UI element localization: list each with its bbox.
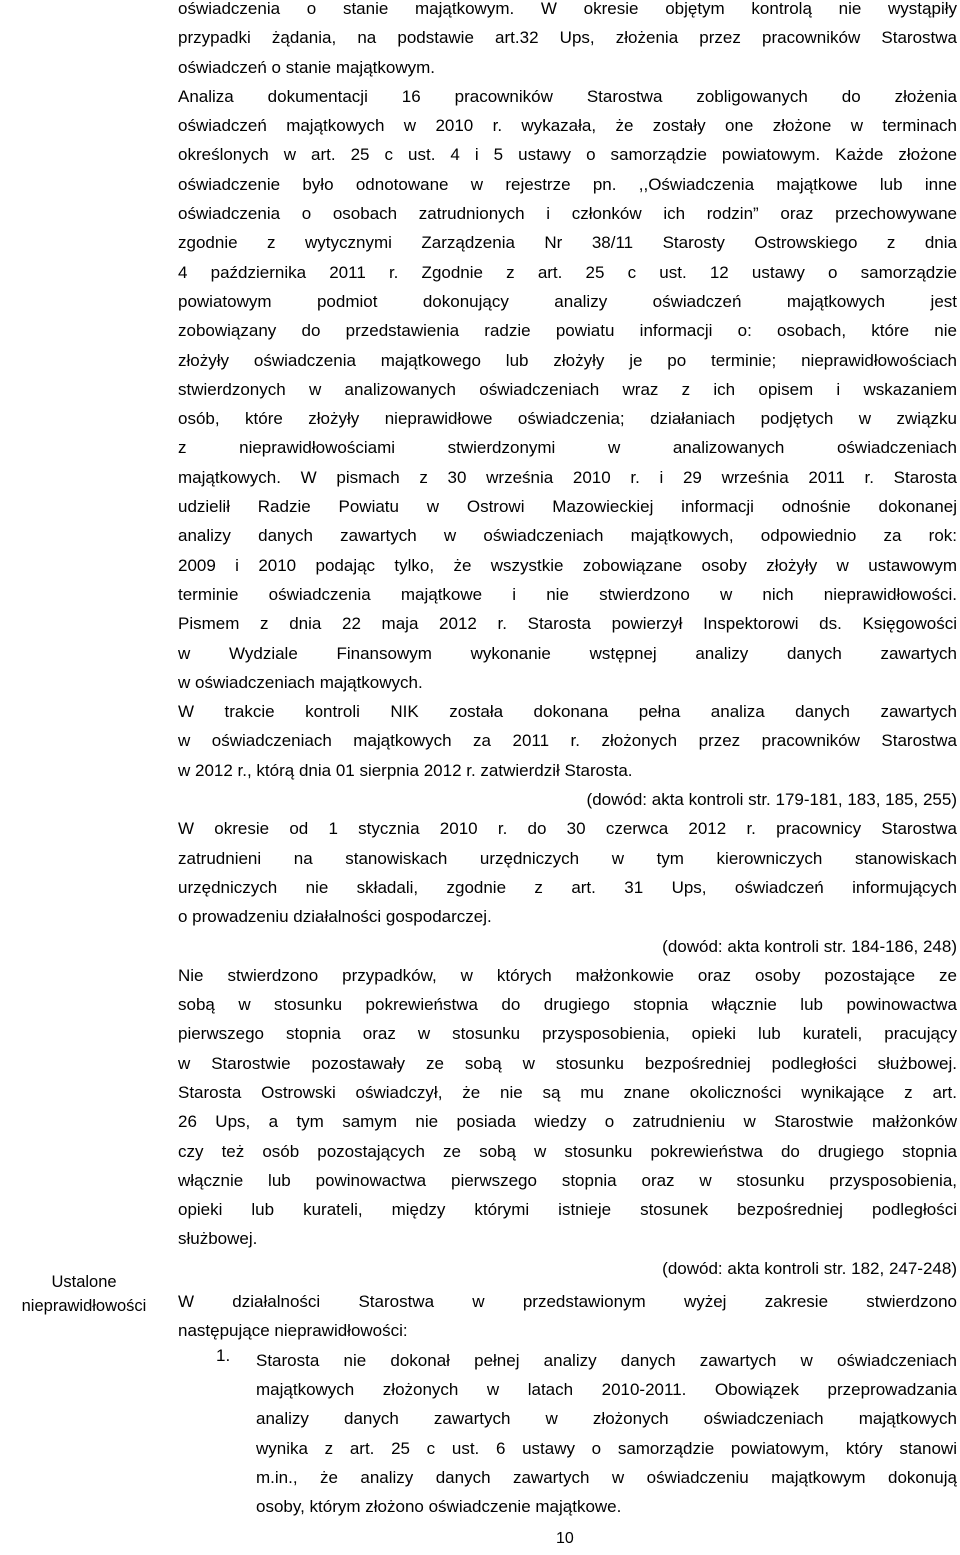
list-number: 1.: [216, 1345, 231, 1365]
text-line: w 2012 r., którą dnia 01 sierpnia 2012 r. zatwierdził Starosta.: [178, 760, 633, 780]
text-line: zatrudnieni na stanowiskach urzędniczych w tym kierowniczych stanowiskach: [178, 848, 957, 868]
text-line: Starosta Ostrowski oświadczył, że nie są mu znane okoliczności wynikające z art.: [178, 1082, 957, 1102]
text-line: 26 Ups, a tym samym nie posiada wiedzy o zatrudnieniu w Starostwie małżonków: [178, 1112, 957, 1132]
evidence-reference: (dowód: akta kontroli str. 184-186, 248): [662, 936, 957, 956]
text-line: w oświadczeniach majątkowych za 2011 r. złożonych przez pracowników Starostwa: [178, 731, 957, 751]
text-line: sobą w stosunku pokrewieństwa do drugiego stopnia włącznie lub powinowactwa: [178, 995, 957, 1015]
paragraph-relationships: [178, 961, 957, 1254]
evidence-reference: (dowód: akta kontroli str. 182, 247-248): [662, 1258, 957, 1278]
text-line: osoby, którym złożono oświadczenie majątkowe.: [256, 1497, 622, 1517]
text-line: oświadczenie było odnotowane w rejestrze pn. ,,Oświadczenia majątkowe lub inne: [178, 174, 957, 194]
text-line: W działalności Starostwa w przedstawionym wyżej zakresie stwierdzono: [178, 1292, 957, 1312]
text-line: zgodnie z wytycznymi Zarządzenia Nr 38/11 Starosty Ostrowskiego z dnia: [178, 233, 957, 253]
text-line: czy też osób pozostających ze sobą w stosunku pokrewieństwa do drugiego stopnia: [178, 1141, 957, 1161]
text-line: Analiza dokumentacji 16 pracowników Starostwa zobligowanych do złożenia: [178, 86, 957, 106]
text-line: pierwszego stopnia oraz w stosunku przysposobienia, opieki lub kurateli, pracujący: [178, 1024, 957, 1044]
list-item: [178, 1346, 957, 1522]
text-line: Pismem z dnia 22 maja 2012 r. Starosta powierzył Inspektorowi ds. Księgowości: [178, 614, 957, 634]
text-line: w oświadczeniach majątkowych.: [178, 672, 423, 692]
text-line: udzielił Radzie Powiatu w Ostrowi Mazowieckiej informacji odnośnie dokonanej: [178, 497, 957, 517]
text-line: o prowadzeniu działalności gospodarczej.: [178, 907, 492, 927]
page-number: 10: [556, 1530, 574, 1547]
text-line: Nie stwierdzono przypadków, w których małżonkowie oraz osoby pozostające ze: [178, 965, 957, 985]
text-line: 4 października 2011 r. Zgodnie z art. 25 c ust. 12 ustawy o samorządzie: [178, 262, 957, 282]
text-line: osób, które złożyły nieprawidłowe oświadczenia; działaniach podjętych w związku: [178, 409, 957, 429]
text-line: analizy danych zawartych w oświadczeniach majątkowych, odpowiednio za rok:: [178, 526, 957, 546]
text-line: przypadki żądania, na podstawie art.32 Ups, złożenia przez pracowników Starostwa: [178, 28, 957, 48]
margin-note-line: Ustalone: [51, 1273, 117, 1291]
text-line: m.in., że analizy danych zawartych w oświadczeniu majątkowym dokonują: [256, 1467, 957, 1487]
text-line: w Wydziale Finansowym wykonanie wstępnej analizy danych zawartych: [178, 643, 957, 663]
text-line: stwierdzonych w analizowanych oświadczeniach wraz z ich opisem i wskazaniem: [178, 379, 957, 399]
text-line: zobowiązany do przedstawienia radzie powiatu informacji o: osobach, które nie: [178, 321, 957, 341]
text-line: powiatowym podmiot dokonujący analizy oświadczeń majątkowych jest: [178, 291, 957, 311]
text-line: oświadczeń o stanie majątkowym.: [178, 57, 436, 77]
document-body: [178, 0, 957, 1521]
evidence-reference: (dowód: akta kontroli str. 179-181, 183, 185, 255): [586, 790, 957, 810]
margin-note: [0, 1270, 168, 1318]
text-line: W trakcie kontroli NIK została dokonana pełna analiza danych zawartych: [178, 702, 957, 722]
text-line: złożyły oświadczenia majątkowego lub złożyły je po terminie; nieprawidłowościach: [178, 350, 957, 370]
paragraph-irregularities-intro: [178, 1287, 957, 1346]
text-line: opieki lub kurateli, między którymi istnieje stosunek bezpośredniej podległości: [178, 1200, 957, 1220]
text-line: oświadczenia o osobach zatrudnionych i członków ich rodzin” oraz przechowywane: [178, 204, 957, 224]
text-line: w Starostwie pozostawały ze sobą w stosunku bezpośredniej podległości służbowej.: [178, 1053, 957, 1073]
paragraph-analysis: [178, 0, 957, 697]
list-body: [256, 1346, 957, 1522]
text-line: następujące nieprawidłowości:: [178, 1321, 408, 1341]
text-line: oświadczenia o stanie majątkowym. W okresie objętym kontrolą nie wystąpiły: [178, 0, 957, 18]
text-line: włącznie lub powinowactwa pierwszego stopnia oraz w stosunku przysposobienia,: [178, 1170, 957, 1190]
text-line: służbowej.: [178, 1229, 258, 1249]
margin-note-line: nieprawidłowości: [21, 1297, 147, 1315]
text-line: określonych w art. 25 c ust. 4 i 5 ustawy o samorządzie powiatowym. Każde złożone: [178, 145, 957, 165]
text-line: majątkowych. W pismach z 30 września 2010 r. i 29 września 2011 r. Starosta: [178, 467, 957, 487]
text-line: W okresie od 1 stycznia 2010 r. do 30 czerwca 2012 r. pracownicy Starostwa: [178, 819, 957, 839]
text-line: 2009 i 2010 podając tylko, że wszystkie zobowiązane osoby złożyły w ustawowym: [178, 555, 957, 575]
text-line: terminie oświadczenia majątkowe i nie stwierdzono w nich nieprawidłowości.: [178, 584, 957, 604]
text-line: urzędniczych nie składali, zgodnie z art. 31 Ups, oświadczeń informujących: [178, 877, 957, 897]
paragraph-nik-analysis: [178, 697, 957, 785]
text-line: Starosta nie dokonał pełnej analizy danych zawartych w oświadczeniach: [256, 1350, 957, 1370]
paragraph-business-activity: [178, 814, 957, 931]
text-line: oświadczeń majątkowych w 2010 r. wykazała, że zostały one złożone w terminach: [178, 116, 957, 136]
text-line: majątkowych złożonych w latach 2010-2011. Obowiązek przeprowadzania: [256, 1379, 957, 1399]
text-line: z nieprawidłowościami stwierdzonymi w analizowanych oświadczeniach: [178, 438, 957, 458]
text-line: wynika z art. 25 c ust. 6 ustawy o samorządzie powiatowym, który stanowi: [256, 1438, 957, 1458]
text-line: analizy danych zawartych w złożonych oświadczeniach majątkowych: [256, 1409, 957, 1429]
